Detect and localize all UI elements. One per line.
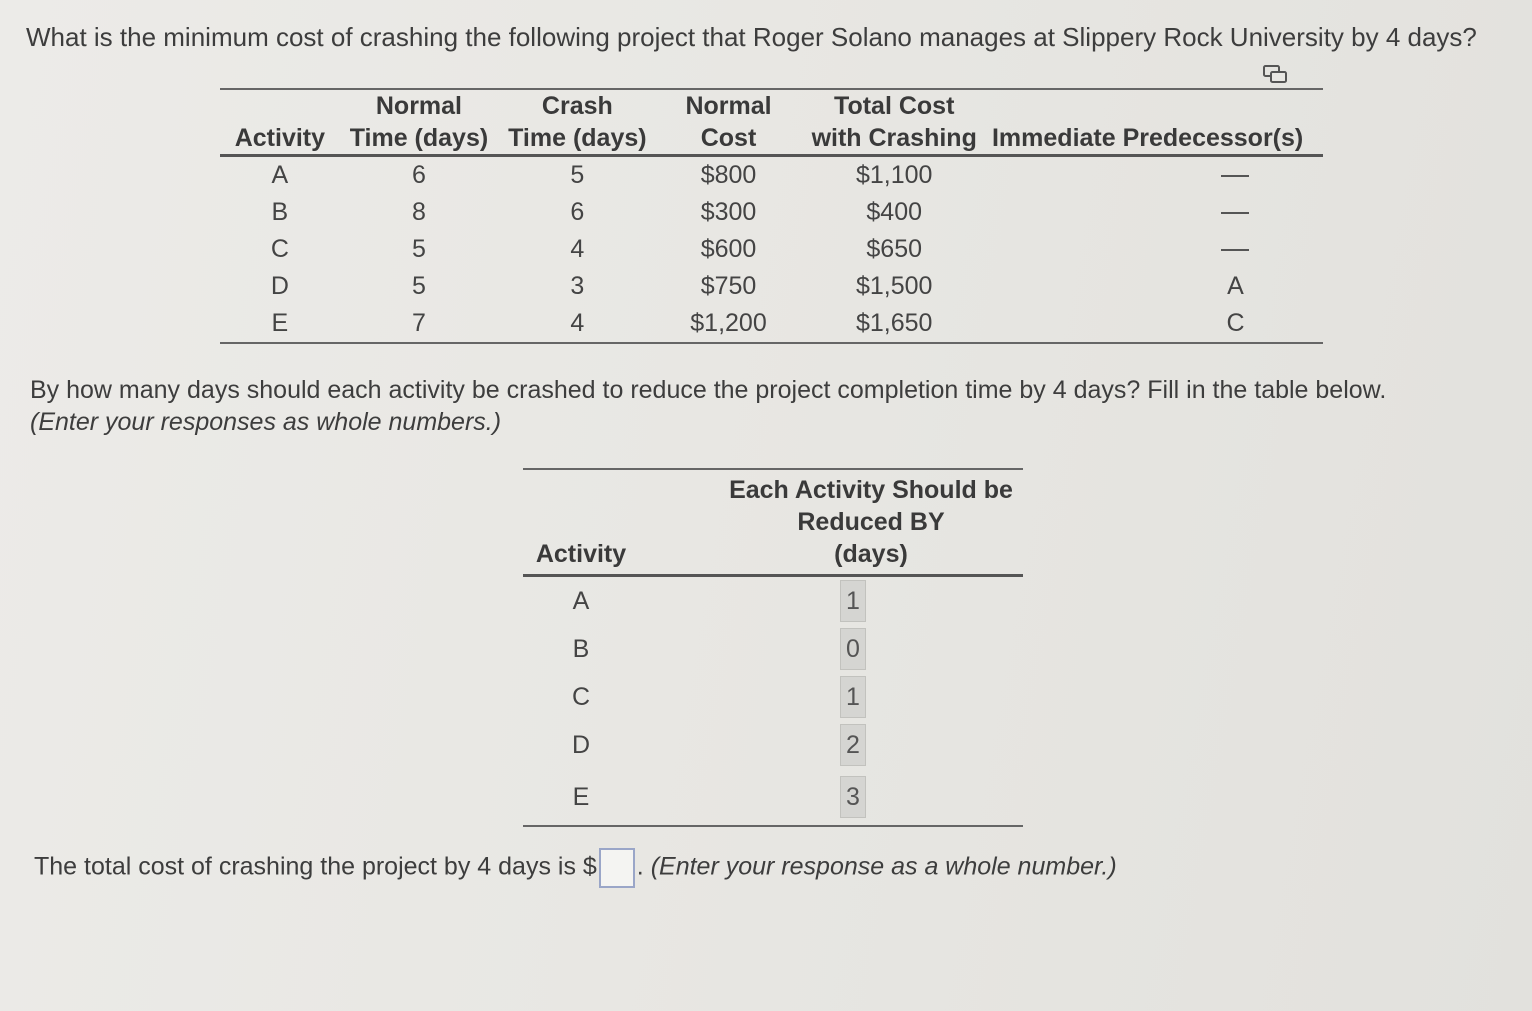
table-row [220, 231, 1323, 268]
cell-reduce-days [639, 673, 1023, 721]
total-cost-prompt [34, 848, 1117, 888]
crash-days-table [523, 468, 1023, 827]
total-cost-period: . [636, 852, 644, 881]
instruction-main: By how many days should each activity be crashed to reduce the project completion time by 4 days? Fill in the table below. [30, 376, 1387, 404]
cell-total-cost: $400 [866, 198, 923, 226]
cell-predecessor [988, 156, 1323, 195]
cell-normal-time: 5 [412, 272, 426, 300]
header-activity: Activity [234, 124, 326, 152]
reduce-days-input[interactable]: 0 [840, 628, 866, 670]
activity-data-table [220, 88, 1323, 344]
table-row [220, 156, 1323, 195]
cell-reduce-days [639, 625, 1023, 673]
cell-total-cost: $1,500 [855, 272, 933, 300]
reduce-days-input[interactable]: 2 [840, 724, 866, 766]
cell-activity: E [572, 782, 590, 811]
cell-predecessor [988, 194, 1323, 231]
cell-crash-time: 6 [570, 198, 585, 226]
cell-normal-cost: $1,200 [690, 309, 767, 337]
reduce-days-input[interactable]: 3 [840, 776, 866, 818]
cell-predecessor: A [1227, 272, 1244, 300]
table-row [523, 769, 1023, 826]
total-cost-hint: (Enter your response as a whole number.) [650, 852, 1117, 881]
total-cost-label: The total cost of crashing the project by 4 days is $ [34, 852, 597, 881]
cell-normal-time: 6 [412, 161, 426, 189]
cell-predecessor [988, 231, 1323, 268]
instruction-text [30, 374, 1500, 438]
cell-activity: B [271, 198, 289, 226]
cell-normal-cost: $300 [700, 198, 757, 226]
header-crash-time: Crash Time (days) [508, 92, 647, 152]
cell-predecessor: C [1226, 309, 1245, 337]
copy-table-icon[interactable] [1262, 64, 1288, 84]
header-reduced-by: Each Activity Should be Reduced BY (days) [729, 476, 1013, 568]
cell-total-cost: $650 [866, 235, 923, 263]
cell-reduce-days [639, 576, 1023, 626]
cell-crash-time: 4 [570, 309, 585, 337]
cell-normal-cost: $800 [700, 161, 757, 189]
table-row [523, 625, 1023, 673]
cell-activity: C [571, 682, 591, 711]
table-row [220, 305, 1323, 343]
cell-crash-time: 4 [570, 235, 585, 263]
cell-reduce-days [639, 769, 1023, 826]
reduce-days-input[interactable]: 1 [840, 676, 866, 718]
cell-total-cost: $1,650 [855, 309, 933, 337]
none-dash [1221, 249, 1249, 251]
cell-normal-cost: $600 [700, 235, 757, 263]
cell-activity: A [572, 586, 590, 615]
table-row [220, 268, 1323, 305]
cell-activity: B [572, 634, 590, 663]
header-activity: Activity [535, 540, 627, 568]
cell-total-cost: $1,100 [855, 161, 933, 189]
cell-activity: D [571, 730, 591, 759]
question-text: What is the minimum cost of crashing the following project that Roger Solano manages at Slippery Rock University by 4 days? [26, 22, 1477, 52]
cell-normal-time: 7 [412, 309, 426, 337]
cell-reduce-days [639, 721, 1023, 769]
instruction-hint: (Enter your responses as whole numbers.) [30, 408, 502, 436]
cell-normal-cost: $750 [700, 272, 757, 300]
header-predecessors: Immediate Predecessor(s) [991, 124, 1304, 152]
header-normal-time: Normal Time (days) [349, 92, 489, 152]
header-total-cost: Total Cost with Crashing [811, 92, 977, 152]
cell-activity: C [270, 235, 289, 263]
none-dash [1221, 212, 1249, 214]
header-normal-cost: Normal Cost [685, 92, 772, 152]
cell-crash-time: 5 [570, 161, 585, 189]
table-row [220, 194, 1323, 231]
none-dash [1221, 175, 1249, 177]
cell-activity: A [271, 161, 289, 189]
cell-normal-time: 5 [412, 235, 426, 263]
table-row [523, 673, 1023, 721]
table-row [523, 721, 1023, 769]
total-cost-input[interactable] [599, 848, 635, 888]
cell-activity: D [270, 272, 289, 300]
cell-crash-time: 3 [570, 272, 585, 300]
cell-activity: E [271, 309, 289, 337]
cell-normal-time: 8 [412, 198, 426, 226]
table-row [523, 576, 1023, 626]
reduce-days-input[interactable]: 1 [840, 580, 866, 622]
